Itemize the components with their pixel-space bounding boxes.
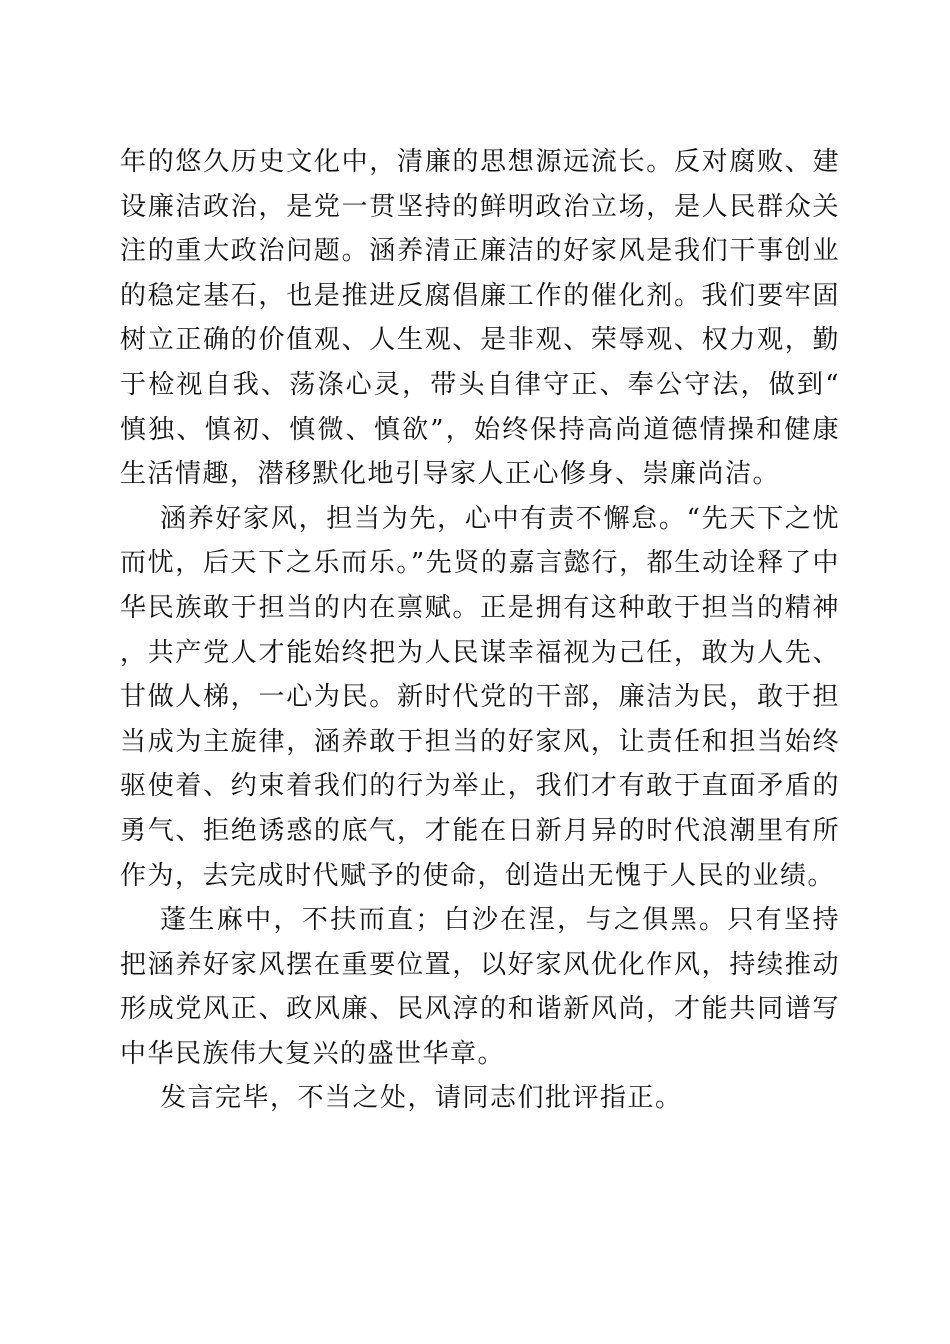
document-body — [120, 140, 840, 1121]
paragraph-closing: 发言完毕，不当之处，请同志们批评指正。 — [160, 1083, 683, 1114]
paragraph-continued: 年的悠久历史文化中，清廉的思想源远流长。反对腐败、建设廉洁政治，是党一贯坚持的鲜明政治立场，是人民群众关注的重大政治问题。涵养清正廉洁的好家风是我们干事创业的稳定基石，也是推进反腐倡廉工作的催化剂。我们要牢固树立正确的价值观、人生观、是非观、荣辱观、权力观，勤于检视自我、荡涤心灵，带头自律守正、奉公守法，做到“慎独、慎初、慎微、慎欲”，始终保持高尚道德情操和健康生活情趣，潜移默化地引导家人正心修身、崇廉尚洁。 — [120, 147, 840, 490]
paragraph-responsibility: 涵养好家风，担当为先，心中有责不懈怠。“先天下之忧而忧，后天下之乐而乐。”先贤的嘉言懿行，都生动诠释了中华民族敢于担当的内在禀赋。正是拥有这种敢于担当的精神，共产党人才能始终把为人民谋幸福视为己任，敢为人先、甘做人梯，一心为民。新时代党的干部，廉洁为民，敢于担当成为主旋律，涵养敢于担当的好家风，让责任和担当始终驱使着、约束着我们的行为举止，我们才有敢于直面矛盾的勇气、拒绝诱惑的底气，才能在日新月异的时代浪潮里有所作为，去完成时代赋予的使命，创造出无愧于人民的业绩。 — [120, 503, 840, 891]
paragraph-conclusion: 蓬生麻中，不扶而直；白沙在涅，与之俱黑。只有坚持把涵养好家风摆在重要位置，以好家风优化作风，持续推动形成党风正、政风廉、民风淳的和谐新风尚，才能共同谱写中华民族伟大复兴的盛世华章。 — [120, 905, 840, 1069]
